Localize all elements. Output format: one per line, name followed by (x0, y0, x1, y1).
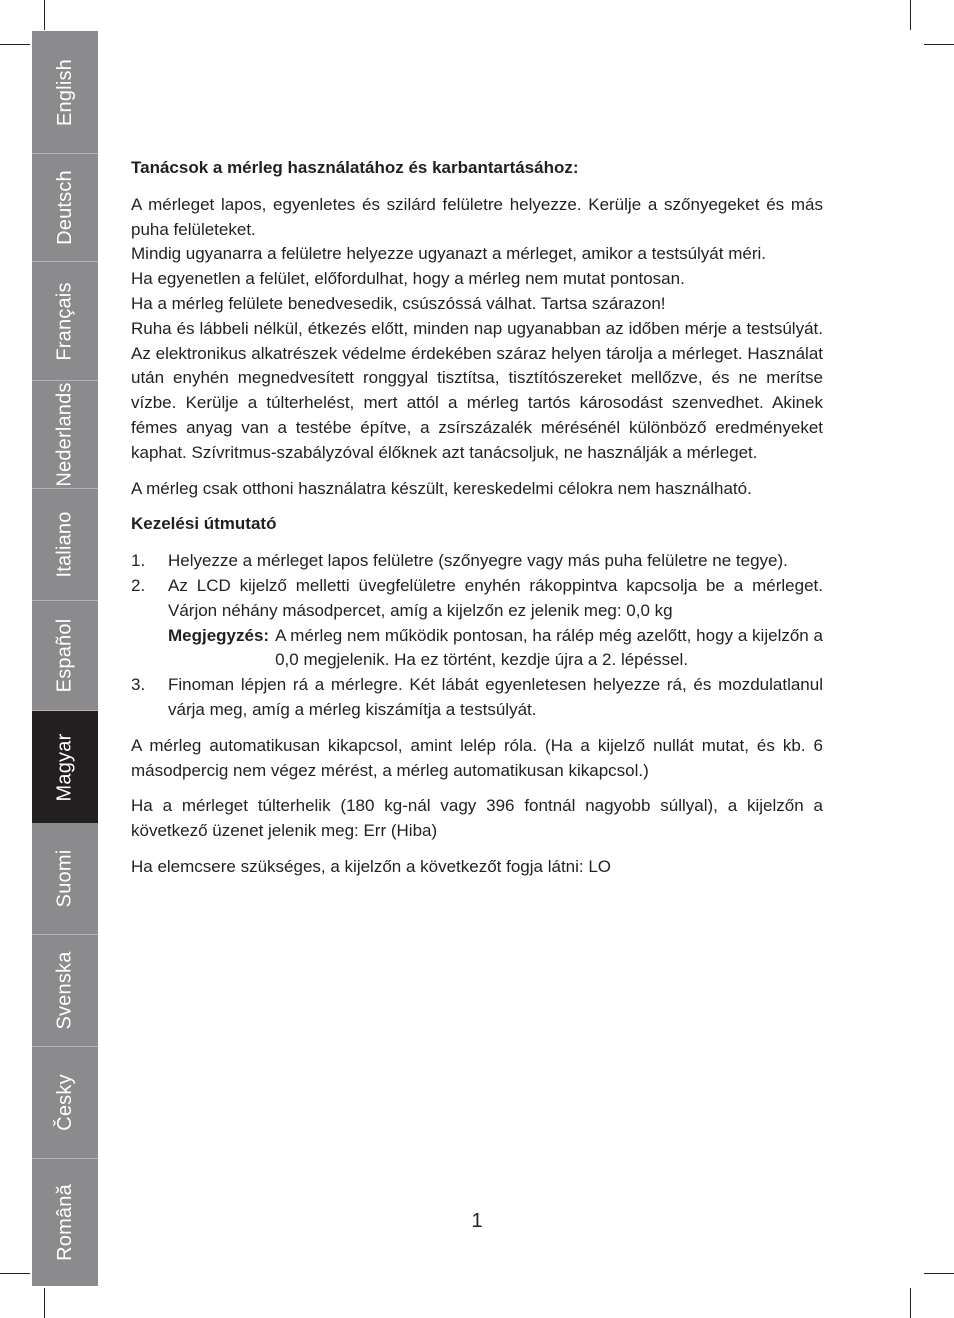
tab-nederlands[interactable] (32, 381, 98, 489)
crop-mark (0, 44, 30, 45)
step-text: Helyezze a mérleget lapos felületre (szőnyegre vagy más puha felületre ne tegye). (168, 551, 788, 571)
tip-paragraph: Ruha és lábbeli nélkül, étkezés előtt, minden nap ugyanabban az időben mérje a testsúlyát. Az elektronikus alkatrészek védelme érdekében száraz helyen tárolja a mérleget. Használat után enyhén megnedvesített ronggyal tisztítsa, tisztítószereket mellőzve, és ne merítse vízbe. Kerülje a túlterhelést, mert attól a mérleg tartós károsodást szenvedhet. Akinek fémes anyag van a testébe építve, a zsírszázalék mérésénél különböző eredményeket kaphat. Szívritmus-szabályzóval élőknek azt tanácsoljuk, ne használják a mérleget. (131, 318, 823, 462)
tab-espanol[interactable] (32, 601, 98, 711)
step-content (168, 574, 823, 673)
note-block (168, 624, 823, 674)
tab-label: Français (53, 281, 76, 361)
document-body (131, 156, 823, 891)
crop-mark (0, 1273, 30, 1274)
tab-label: Română (53, 1184, 76, 1261)
tab-suomi[interactable] (32, 823, 98, 935)
tab-cesky[interactable] (32, 1047, 98, 1159)
tab-label: Italiano (53, 511, 76, 578)
note-text: A mérleg nem működik pontosan, ha rálép még azelőtt, hogy a kijelzőn a 0,0 megjelenik. Ha ez történt, kezdje újra a 2. lépéssel. (275, 625, 823, 670)
tips-paragraphs (131, 193, 823, 466)
crop-mark (44, 1288, 45, 1318)
tab-label: Magyar (53, 733, 76, 801)
note-label: Megjegyzés: (168, 625, 270, 645)
tip-paragraph: Mindig ugyanarra a felületre helyezze ugyanazt a mérleget, amikor a testsúlyát méri. (131, 244, 766, 264)
crop-mark (924, 1273, 954, 1274)
tab-label: English (53, 58, 76, 126)
tab-italiano[interactable] (32, 489, 98, 601)
list-item (131, 673, 823, 723)
home-use-paragraph: A mérleg csak otthoni használatra készült, kereskedelmi célokra nem használható. (131, 478, 752, 498)
tab-deutsch[interactable] (32, 154, 98, 262)
tab-magyar[interactable] (32, 711, 98, 823)
tab-label: Español (53, 618, 76, 693)
tab-svenska[interactable] (32, 935, 98, 1047)
tip-paragraph: Ha a mérleg felülete benedvesedik, csúszóssá válhat. Tartsa szárazon! (131, 293, 666, 313)
overload-paragraph: Ha a mérleget túlterhelik (180 kg-nál vagy 396 fontnál nagyobb súllyal), a kijelzőn a következő üzenet jelenik meg: Err (Hiba) (131, 796, 823, 841)
crop-mark (924, 44, 954, 45)
language-sidebar (32, 31, 98, 1286)
tab-label: Suomi (53, 849, 76, 908)
step-text: Az LCD kijelző melletti üvegfelületre enyhén rákoppintva kapcsolja be a mérleget. Várjon néhány másodpercet, amíg a kijelzőn ez jelenik meg: 0,0 kg (168, 575, 823, 620)
tab-english[interactable] (32, 31, 98, 154)
tab-label: Svenska (53, 951, 76, 1030)
step-text: Finoman lépjen rá a mérlegre. Két lábát egyenletesen helyezze rá, és mozdulatlanul várja meg, amíg a mérleg kiszámítja a testsúlyát. (168, 675, 823, 719)
step-number: 1. (131, 551, 146, 571)
page-number: 1 (471, 1210, 483, 1232)
tip-paragraph: A mérleget lapos, egyenletes és szilárd felületre helyezze. Kerülje a szőnyegeket és más puha felületeket. (131, 194, 823, 239)
tip-paragraph: Ha egyenetlen a felület, előfordulhat, hogy a mérleg nem mutat pontosan. (131, 269, 685, 289)
tab-label: Česky (53, 1074, 76, 1131)
step-number: 3. (131, 675, 146, 695)
battery-paragraph: Ha elemcsere szükséges, a kijelzőn a következőt fogja látni: LO (131, 856, 612, 876)
tab-label: Deutsch (53, 170, 76, 245)
section-heading-instructions: Kezelési útmutató (131, 514, 277, 534)
instruction-list (131, 549, 823, 723)
tab-label: Nederlands (53, 382, 76, 487)
list-item (131, 549, 823, 574)
crop-mark (44, 0, 45, 30)
step-number: 2. (131, 575, 146, 595)
crop-mark (910, 1288, 911, 1318)
list-item (131, 574, 823, 673)
section-heading-tips: Tanácsok a mérleg használatához és karbantartásához: (131, 158, 579, 177)
tab-francais[interactable] (32, 262, 98, 381)
auto-off-paragraph: A mérleg automatikusan kikapcsol, amint lelép róla. (Ha a kijelző nullát mutat, és kb. 6 másodpercig nem végez mérést, a mérleg automatikusan kikapcsol.) (131, 735, 823, 780)
crop-mark (910, 0, 911, 30)
